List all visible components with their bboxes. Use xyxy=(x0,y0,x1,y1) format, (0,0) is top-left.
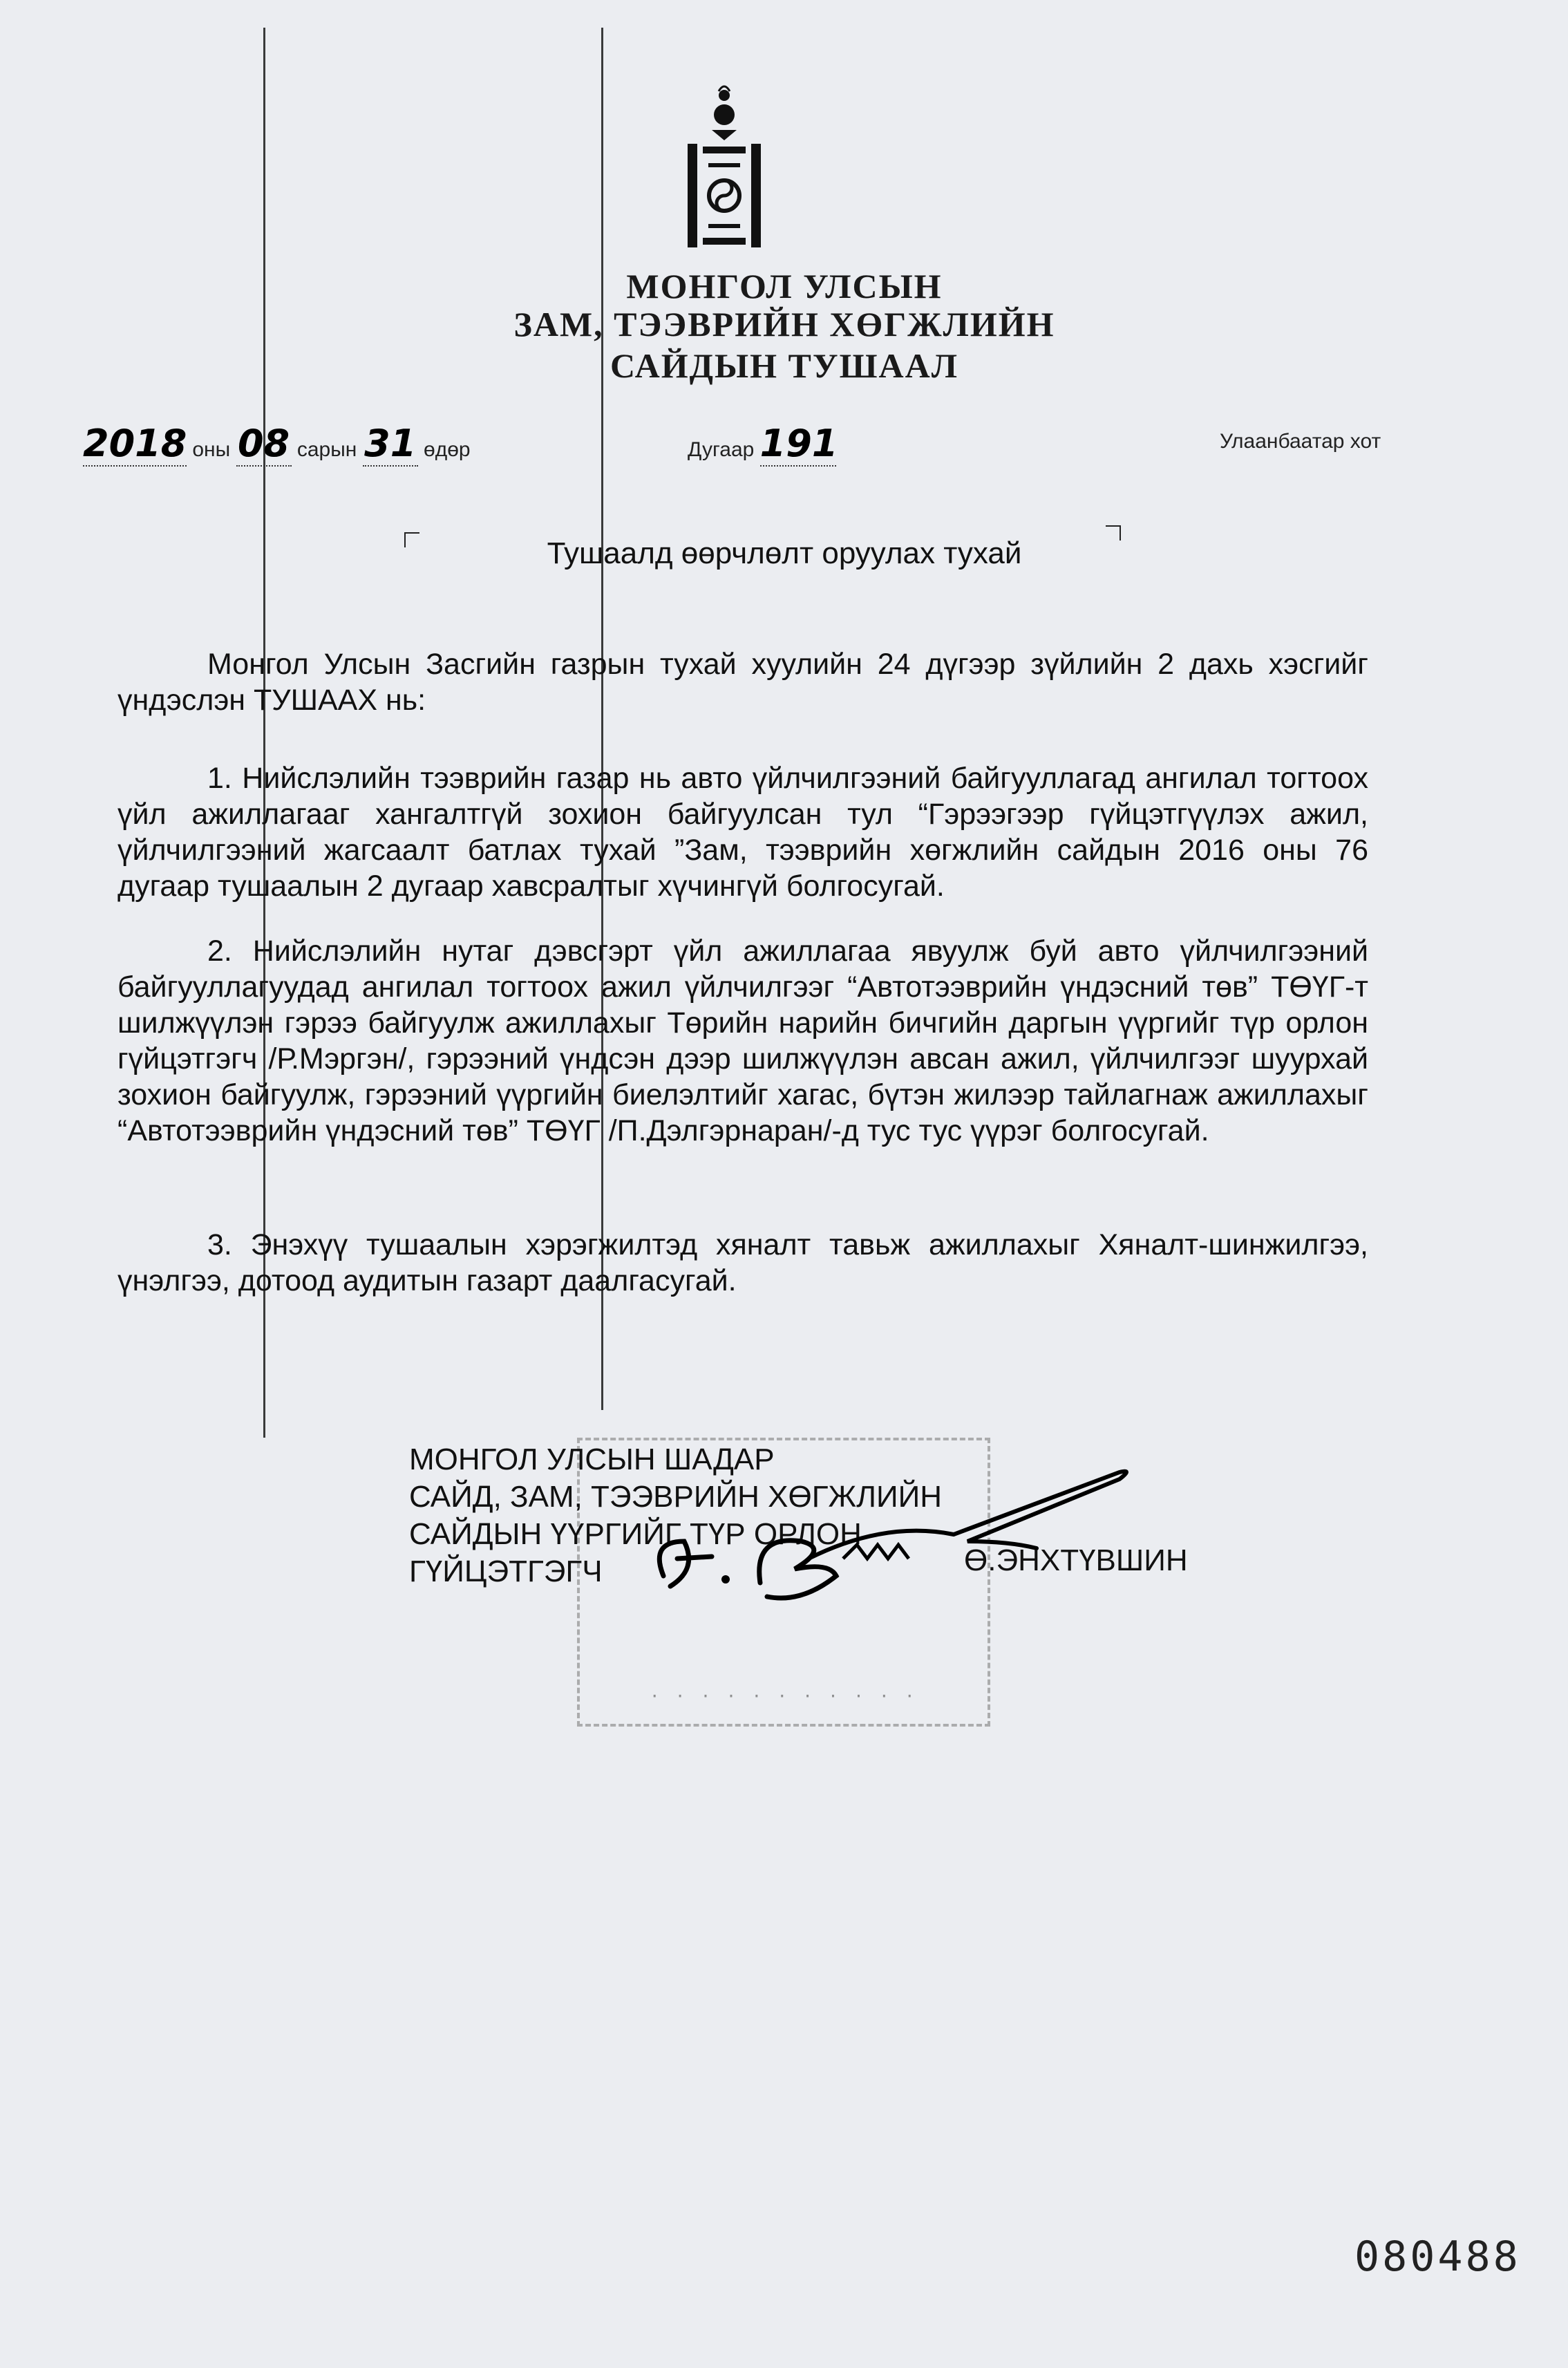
order-number-label: Дугаар xyxy=(688,438,755,461)
signatory-title-line-3: САЙДЫН ҮҮРГИЙГ ТҮР ОРЛОН xyxy=(409,1517,862,1551)
handwritten-signature xyxy=(622,1438,1147,1645)
signatory-title-line-1: МОНГОЛ УЛСЫН ШАДАР xyxy=(409,1443,775,1476)
item-2-text: 2. Нийслэлийн нутаг дэвсгэрт үйл ажиллагаа явуулж буй авто үйлчилгээний байгууллагуудад ангилал тогтоох ажил үйлчилгээг “Автотээврийн үндэсний төв” ТӨҮГ-т шилжүүлэн гэрээ байгуулж ажиллахыг Төрийн нарийн бичгийн даргын үүргийг түр орлон гүйцэтгэгч /Р.Мэргэн/, гэрээний үндсэн дээр шилжүүлэн авсан ажил, үйлчилгээг шуурхай зохион байгуулж, гэрээний үүргийн биелэлтийг хагас, бүтэн жилээр тайлагнаж ажиллахыг “Автотээврийн үндэсний төв” ТӨҮГ /П.Дэлгэрнаран/-д тус тус үүрэг болгосугай. xyxy=(117,934,1368,1147)
fold-line-center xyxy=(601,28,603,1410)
document-archive-number: 080488 xyxy=(1354,2233,1521,2281)
preamble-paragraph xyxy=(117,646,1368,718)
fold-line-left xyxy=(263,28,265,1438)
date-year-suffix: оны xyxy=(192,438,231,461)
order-number xyxy=(688,422,836,467)
item-3-paragraph xyxy=(117,1227,1368,1299)
header-line-3: САЙДЫН ТУШААЛ xyxy=(610,346,958,385)
item-2-paragraph xyxy=(117,933,1368,1149)
preamble-text: Монгол Улсын Засгийн газрын тухай хуулийн 24 дүгээр зүйлийн 2 дахь хэсгийг үндэслэн ТУШААХ нь: xyxy=(117,648,1368,717)
date-month-suffix: сарын xyxy=(296,438,357,461)
date-day-suffix: өдөр xyxy=(424,438,471,461)
stamp-serial-mark: · · · · · · · · · · · xyxy=(650,1686,918,1706)
header-line-2: ЗАМ, ТЭЭВРИЙН ХӨГЖЛИЙН xyxy=(513,305,1055,344)
order-subject: Тушаалд өөрчлөлт оруулах тухай xyxy=(547,536,1022,570)
order-date xyxy=(83,422,471,467)
date-year: 2018 xyxy=(83,422,187,465)
item-1-text: 1. Нийслэлийн тээврийн газар нь авто үйлчилгээний байгууллагад ангилал тогтоох үйл ажиллагааг хангалтгүй зохион байгуулсан тул “Гэрээгээр гүйцэтгүүлэх ажил, үйлчилгээний жагсаалт батлах тухай ”Зам, тээврийн хөгжлийн сайдын 2016 оны 76 дугаар тушаалын 2 дугаар хавсралтыг хүчингүй болгосугай. xyxy=(117,762,1368,903)
signer-name: Ө.ЭНХТҮВШИН xyxy=(964,1543,1188,1577)
header-line-1: МОНГОЛ УЛСЫН xyxy=(626,267,943,306)
item-3-text: 3. Энэхүү тушаалын хэрэгжилтэд хяналт тавьж ажиллахыг Хяналт-шинжилгээ, үнэлгээ, дотоод аудитын газарт даалгасугай. xyxy=(117,1228,1368,1297)
date-day: 31 xyxy=(363,422,418,467)
date-month: 08 xyxy=(236,422,292,467)
order-city: Улаанбаатар хот xyxy=(1220,430,1381,453)
state-emblem-icon xyxy=(688,82,761,254)
order-number-value: 191 xyxy=(759,422,838,465)
item-1-paragraph xyxy=(117,760,1368,904)
signatory-title-line-2: САЙД, ЗАМ, ТЭЭВРИЙН ХӨГЖЛИЙН xyxy=(409,1480,943,1514)
signatory-title-line-4: ГҮЙЦЭТГЭГЧ xyxy=(409,1554,603,1588)
